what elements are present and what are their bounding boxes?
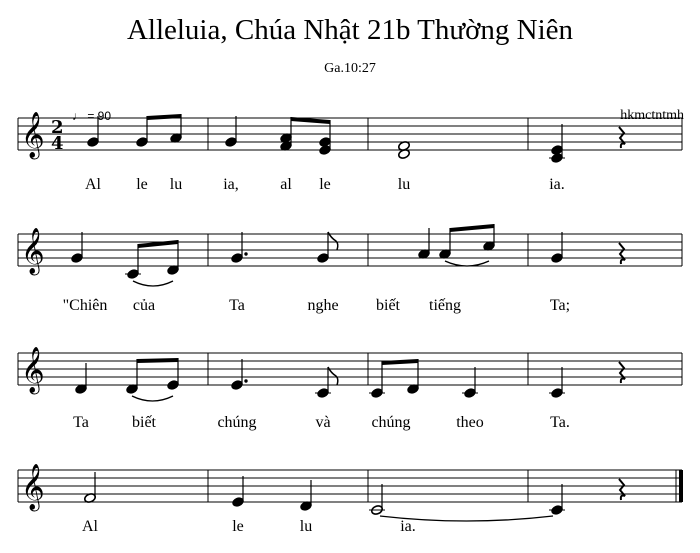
treble-clef: 𝄞 bbox=[21, 464, 45, 510]
lyric-syllable: Ta bbox=[73, 414, 89, 431]
beam bbox=[138, 240, 178, 248]
lyric-syllable: biết bbox=[132, 414, 156, 431]
lyric-syllable: chúng bbox=[217, 414, 257, 431]
treble-clef: 𝄞 bbox=[21, 112, 45, 158]
lyric-syllable: ia. bbox=[400, 518, 416, 535]
lyric-syllable: Ta; bbox=[549, 297, 571, 314]
slur bbox=[445, 261, 489, 266]
lyric-syllable: nghe bbox=[307, 297, 339, 314]
scripture-reference: Ga.10:27 bbox=[324, 61, 376, 76]
lyric-syllable: le bbox=[136, 176, 148, 193]
lyric-syllable: Al bbox=[85, 176, 101, 193]
treble-clef: 𝄞 bbox=[21, 347, 45, 393]
quarter-rest bbox=[619, 479, 625, 500]
lyric-syllable: Ta bbox=[229, 297, 245, 314]
lyric-syllable: chúng bbox=[371, 414, 411, 431]
final-barline bbox=[679, 470, 683, 502]
note-flag bbox=[328, 367, 338, 385]
beam bbox=[450, 224, 494, 232]
tempo-mark: ♩ = 90 bbox=[72, 109, 112, 123]
treble-clef: 𝄞 bbox=[21, 228, 45, 274]
lyric-syllable: lu bbox=[397, 176, 411, 193]
quarter-rest bbox=[619, 243, 625, 264]
lyric-syllable: biết bbox=[376, 297, 400, 314]
lyric-syllable: của bbox=[132, 297, 156, 314]
slur bbox=[133, 281, 173, 286]
composer-name: hkmctntmh bbox=[620, 108, 684, 123]
lyric-syllable: và bbox=[315, 414, 331, 431]
page-title: Alleluia, Chúa Nhật 21b Thường Niên bbox=[126, 14, 574, 46]
beam bbox=[137, 358, 178, 363]
lyric-syllable: tiếng bbox=[429, 297, 461, 314]
lyric-syllable: le bbox=[319, 176, 331, 193]
lyric-syllable: lu bbox=[169, 176, 183, 193]
quarter-rest bbox=[619, 362, 625, 383]
lyric-syllable: Al bbox=[82, 518, 98, 535]
quarter-rest bbox=[619, 127, 625, 148]
lyric-syllable: ia. bbox=[549, 176, 565, 193]
lyric-syllable: le bbox=[232, 518, 244, 535]
lyric-syllable: al bbox=[280, 176, 292, 193]
lyric-syllable: Ta. bbox=[550, 414, 570, 431]
beam bbox=[147, 114, 181, 120]
lyric-syllable: lu bbox=[299, 518, 313, 535]
beam bbox=[382, 359, 418, 365]
lyric-syllable: "Chiên bbox=[62, 297, 108, 314]
time-signature-bottom: 4 bbox=[51, 133, 64, 154]
augmentation-dot bbox=[244, 252, 247, 255]
lyric-syllable: ia, bbox=[223, 176, 239, 193]
note-flag bbox=[328, 232, 338, 250]
time-signature-top: 2 bbox=[51, 117, 64, 138]
lyric-syllable: theo bbox=[456, 414, 484, 431]
augmentation-dot bbox=[244, 379, 247, 382]
slur bbox=[132, 396, 173, 401]
